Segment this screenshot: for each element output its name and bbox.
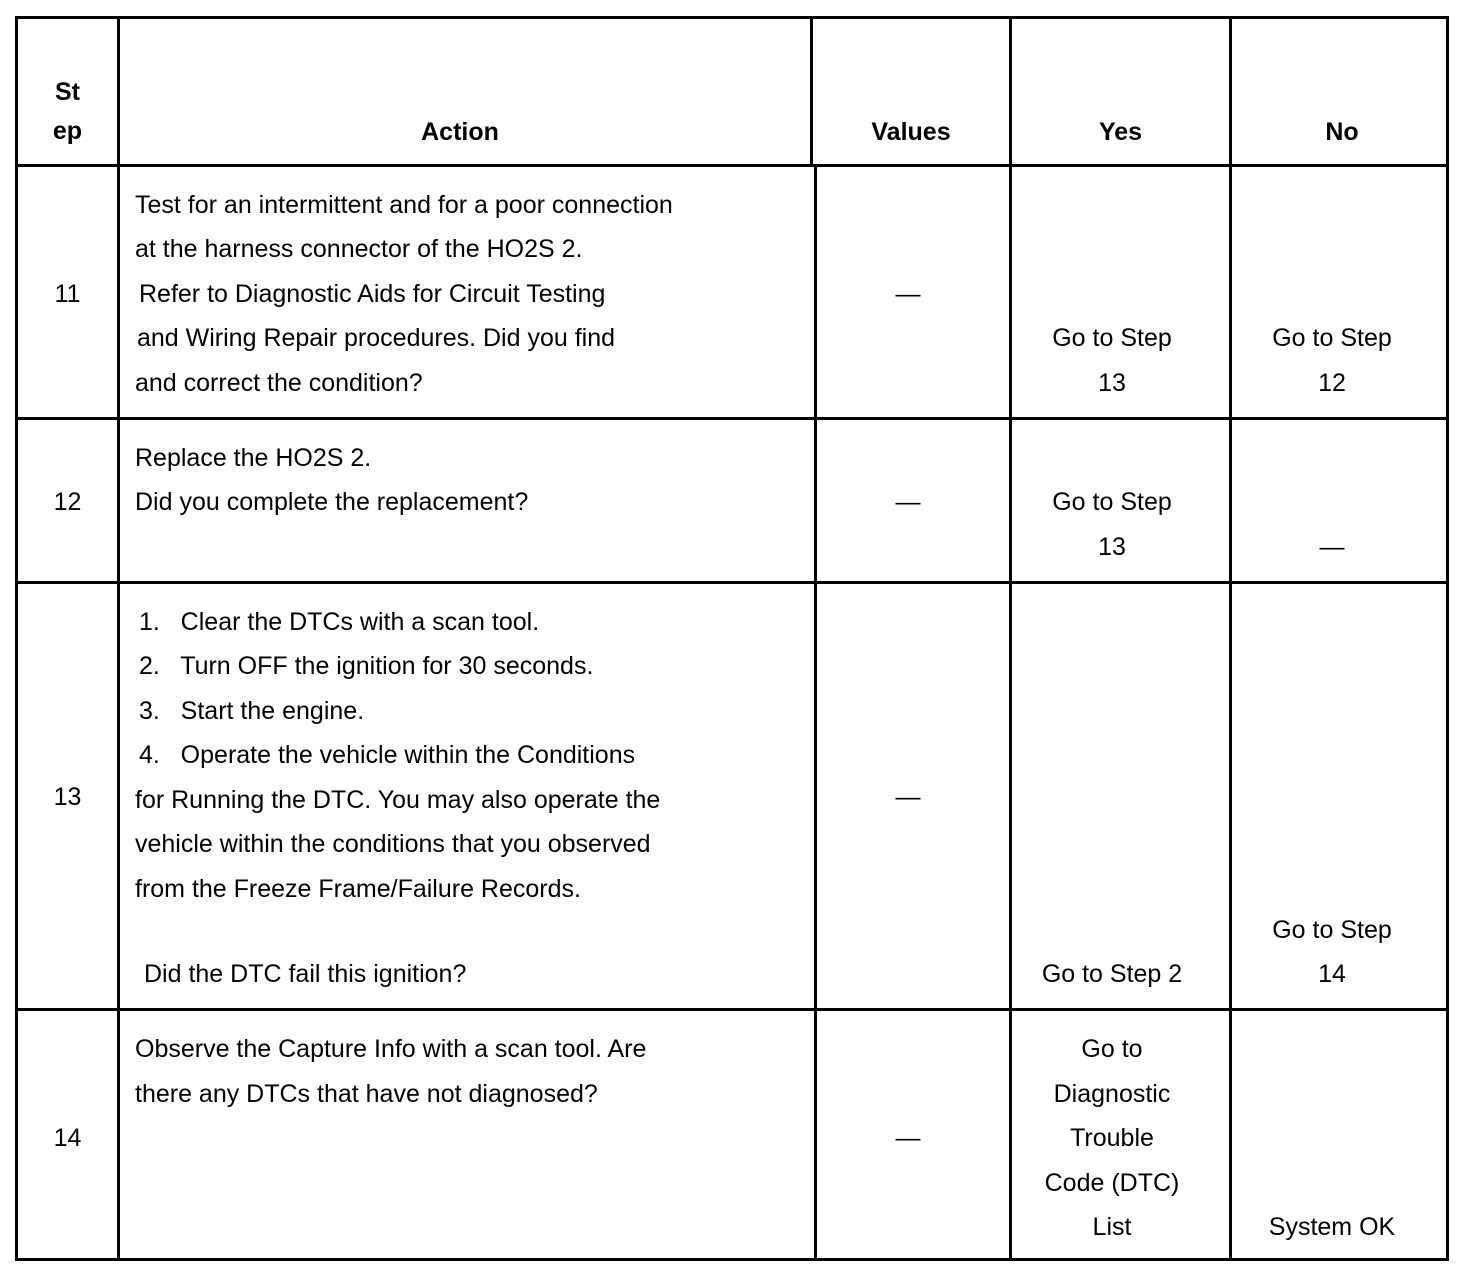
column-divider (117, 19, 120, 1258)
action-line: Refer to Diagnostic Aids for Circuit Testing (139, 280, 606, 308)
header-no: No (1325, 118, 1359, 146)
yes-cell-line: 13 (1098, 369, 1126, 397)
yes-cell-line: 13 (1098, 533, 1126, 561)
action-line: vehicle within the conditions that you observed (135, 830, 651, 858)
action-line: at the harness connector of the HO2S 2. (135, 235, 583, 263)
action-line: Observe the Capture Info with a scan tool. Are (135, 1035, 647, 1063)
action-line: from the Freeze Frame/Failure Records. (135, 875, 581, 903)
header-action: Action (421, 118, 499, 146)
values-cell: — (895, 280, 921, 308)
yes-cell-line: Go to Step (1052, 324, 1172, 352)
no-cell-line: Go to Step (1272, 916, 1392, 944)
action-line: Did the DTC fail this ignition? (144, 960, 467, 988)
action-line: 1. Clear the DTCs with a scan tool. (139, 608, 540, 636)
action-line: there any DTCs that have not diagnosed? (135, 1080, 598, 1108)
values-cell: — (895, 783, 921, 811)
diagnostic-table (15, 16, 1449, 1261)
action-line: Replace the HO2S 2. (135, 444, 372, 472)
header-values: Values (871, 118, 951, 146)
header-step-line1: St (55, 78, 80, 106)
step-number: 14 (53, 1124, 82, 1152)
action-line: Test for an intermittent and for a poor connection (135, 191, 673, 219)
yes-cell-line: Go to Step 2 (1041, 960, 1183, 988)
column-divider (1229, 19, 1232, 1258)
no-cell-line: 14 (1318, 960, 1346, 988)
values-cell: — (895, 1124, 921, 1152)
step-number: 11 (54, 280, 81, 308)
no-cell-line: 12 (1318, 369, 1346, 397)
header-step-line2: ep (52, 117, 83, 145)
yes-cell-line: Go to (1081, 1035, 1143, 1063)
step-number: 13 (53, 783, 82, 811)
yes-cell-line: List (1092, 1213, 1132, 1241)
no-cell-line: System OK (1268, 1213, 1396, 1241)
yes-cell-line: Trouble (1070, 1124, 1154, 1152)
no-cell-line: — (1319, 533, 1345, 561)
header-step (18, 73, 117, 151)
no-cell-line: Go to Step (1272, 324, 1392, 352)
action-line: 4. Operate the vehicle within the Conditions (139, 741, 636, 769)
action-line: and Wiring Repair procedures. Did you find (137, 324, 616, 352)
step-number: 12 (53, 488, 82, 516)
action-line: and correct the condition? (135, 369, 423, 397)
action-line: Did you complete the replacement? (135, 488, 529, 516)
yes-cell-line: Code (DTC) (1044, 1169, 1180, 1197)
yes-cell-line: Go to Step (1052, 488, 1172, 516)
column-divider (814, 164, 817, 1258)
action-line: 3. Start the engine. (139, 697, 365, 725)
header-yes: Yes (1098, 118, 1143, 146)
action-line: for Running the DTC. You may also operate the (135, 786, 661, 814)
action-line: 2. Turn OFF the ignition for 30 seconds. (139, 652, 594, 680)
values-cell: — (895, 488, 921, 516)
yes-cell-line: Diagnostic (1053, 1080, 1171, 1108)
